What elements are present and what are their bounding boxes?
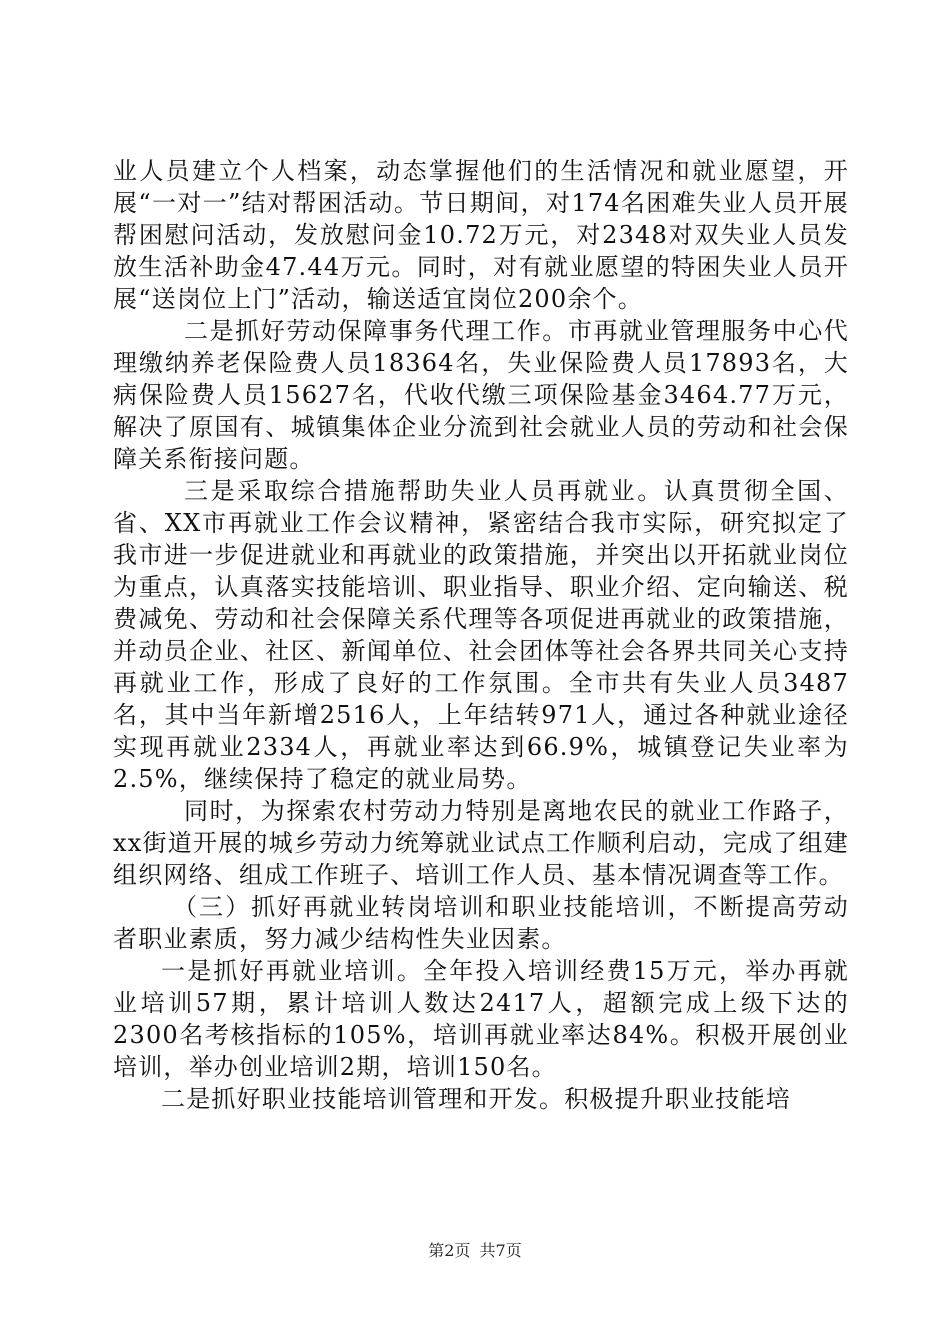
paragraph-reemployment-training: 一是抓好再就业培训。全年投入培训经费15万元，举办再就业培训57期，累计培训人数达2417人，超额完成上级下达的2300名考核指标的105%，培训再就业率达84%。积极开展创业培训，举办创业培训2期，培训150名。 [113,957,849,1081]
paragraph-vocational-training: 二是抓好职业技能培训管理和开发。积极提升职业技能培 [161,1085,791,1113]
paragraph-reemployment-measures: 三是采取综合措施帮助失业人员再就业。认真贯彻全国、省、XX市再就业工作会议精神，紧密结合我市实际，研究拟定了我市进一步促进就业和再就业的政策措施，并突出以开拓就业岗位为重点，认真落实技能培训、职业指导、职业介绍、定向输送、税费减免、劳动和社会保障关系代理等各项促进再就业的政策措施，并动员企业、社区、新闻单位、社会团体等社会各界共同关心支持再就业工作，形成了良好的工作氛围。全市共有失业人员3487名，其中当年新增2516人，上年结转971人，通过各种就业途径实现再就业2334人，再就业率达到66.9%，城镇登记失业率为2.5%，继续保持了稳定的就业局势。 [113,477,849,793]
section-heading-training: （三）抓好再就业转岗培训和职业技能培训，不断提高劳动者职业素质，努力减少结构性失业因素。 [113,893,849,953]
page-total: 共7页 [479,1241,522,1260]
page-footer [0,1241,950,1261]
document-body [113,155,849,1115]
paragraph-insurance-agency: 二是抓好劳动保障事务代理工作。市再就业管理服务中心代理缴纳养老保险费人员18364名，失业保险费人员17893名，大病保险费人员15627名，代收代缴三项保险基金3464.77万元，解决了原国有、城镇集体企业分流到社会就业人员的劳动和社会保障关系衔接问题。 [113,317,849,473]
paragraph-continuation: 业人员建立个人档案，动态掌握他们的生活情况和就业愿望，开展“一对一”结对帮困活动。节日期间，对174名困难失业人员开展帮困慰问活动，发放慰问金10.72万元，对2348对双失业人员发放生活补助金47.44万元。同时，对有就业愿望的特困失业人员开展“送岗位上门”活动，输送适宜岗位200余个。 [113,157,849,313]
paragraph-rural-labor: 同时，为探索农村劳动力特别是离地农民的就业工作路子，xx街道开展的城乡劳动力统筹就业试点工作顺利启动，完成了组建组织网络、组成工作班子、培训工作人员、基本情况调查等工作。 [113,797,849,889]
page-number: 第2页 [428,1241,471,1260]
